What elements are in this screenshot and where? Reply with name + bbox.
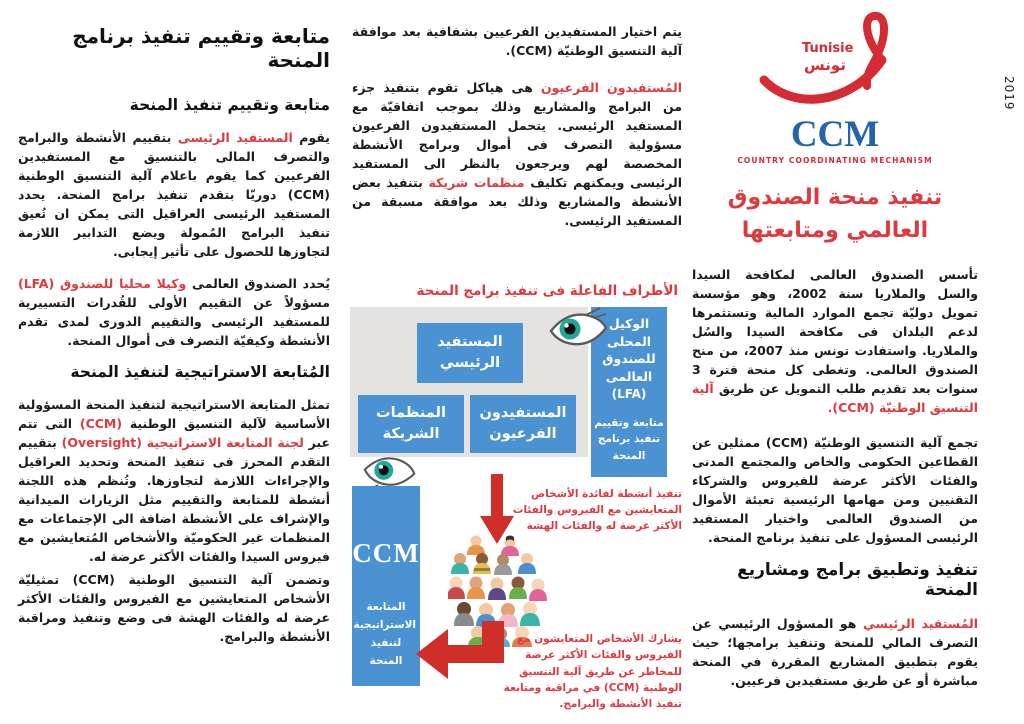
left-paragraph-3 [18,395,330,566]
diagram-title: الأطراف الفاعلة فى تنفيذ برامج المنحة [416,283,678,299]
left-paragraph-4: وتضمن آلية التنسيق الوطنية (CCM) تمثيليّة الأشخاص المتعايشين مع الفيروس والفئات الأكثر عرضة له والفئات الهشة فى وضع وتنفيذ ومراقبة الأنشطة والبرامج. [18,572,330,644]
eye-icon [548,307,608,353]
right-heading-2: تنفيذ وتطبيق برامج ومشاريع المنحة [737,560,978,600]
ccm-label: CCM [352,538,420,568]
right-column [692,10,978,703]
highlight-lfa: وكيلا محليا للصندوق (LFA) [18,276,187,291]
text-run: التى تتم عبر [18,416,330,450]
right-paragraph-2: تجمع آلية التنسيق الوطنيّة (CCM) ممثلين عن القطاعين الحكومى والخاص والمجتمع المدنى والفئات الأكثر عرضة للفيروس والشركاء التقنيين ومن مهامها الرئيسية تعبئة الأموال من الصندوق العالمى واختيار المستفيد الرئيسى المسؤول على تنفيذ برنامج المنحة. [692,435,978,545]
highlight-ccm: (CCM) [79,416,123,431]
highlight-ccm-mechanism: آلية التنسيق الوطنيّة (CCM). [692,381,978,415]
middle-paragraph-2 [352,78,682,230]
text-run: بتنفيذ بعض الأنشطة والمشاريع وذلك بعد موافقة مسبقة من المستفيد الرئيسى. [352,175,682,228]
logo-subtitle: COUNTRY COORDINATING MECHANISM [737,156,933,165]
ccm-logo [692,10,978,165]
activities-caption: تنفيذ أنشطة لفائدة الأشخاص المتعايشين مع الفيروس والفئات الأكثر عرضة له والفئات الهشة [512,488,682,532]
ccm-caption: المتابعة الاستراتيجية لتنفيذ المنحة [353,601,416,667]
logo-ccm-text: CCM [790,114,880,155]
participation-caption: يشارك الأشخاص المتعايشون مع الفيروس والفئات الأكثر عرضة للمخاطر عن طريق آلية التنسيق الوطنية (CCM) في مراقبة ومتابعة تنفيذ الأنشطة والبرامج. [503,633,682,711]
lfa-caption: متابعة وتقييم تنفيذ برنامج المنحة [594,417,664,462]
logo-tunisie-label: Tunisie [802,41,854,56]
right-paragraph-3 [692,614,978,690]
year-label: 2019 [1002,76,1016,111]
ribbon-logo-icon [750,10,920,116]
node-partner-organizations: المنظمات الشريكة [358,395,464,453]
lfa-acronym: (LFA) [611,387,647,401]
node-principal-recipient: المستفيد الرئيسي [417,323,523,383]
logo-tunis-ar-label: تونس [804,56,846,74]
text-run: بتقييم التقدم المحرز فى تنفيذ المنحة وتحديد العراقيل والإجراءات اللازمة لتجاوزها. وتُنظم هذه اللجنة أنشطة للمتابعة والتقييم مثل الزيارات الميدانية والإشراف على الأنشطة اضافة الى الإجتماعات مع المنظمات غير الحكوميّة والأشخاص المُتعايشين مع فيروس السيدا والفئات الأكثر عرضة له. [18,435,330,564]
text-run: بتقييم الأنشطة والبرامج والتصرف المالى بالتنسيق مع المستفيدين الفرعيين كما يقوم باعلام آلية التنسيق الوطنية (CCM) دوريّا بتقدم تنفيذ برامج المنحة. يحدد المستفيد الرئيسى العراقيل التى يمكن ان تُعيق تنفيذ البرامج المُمولة ويضع التدابير اللازمة لتجاوزها للحصول على تأثير إيجابى. [18,130,330,259]
left-heading: متابعة وتقييم تنفيذ برنامج المنحة [72,24,330,72]
text-run: تأسس الصندوق العالمى لمكافحة السيدا والسل والملاريا سنة 2002، وهو مؤسسة تمويل دوليّة تجمع الموارد المالية وتستثمرها لدعم البلدان فى مكافحة السيدا والسُل والملاريا. واستفادت تونس منذ 2007، من منح الصندوق العالمى. وتغطى كل منحة فترة 3 سنوات بعد تقديم طلب التمويل عن طريق [692,267,978,396]
left-paragraph-1 [18,128,330,261]
middle-paragraph-1: يتم اختيار المستفيدين الفرعيين بشفافية بعد موافقة آلية التنسيق الوطنيّة (CCM). [352,24,682,58]
highlight-oversight: لجنة المتابعة الاستراتيجية (Oversight) [61,435,304,450]
text-run: تمثل المتابعة الاستراتيجية لتنفيذ المنحة المسؤولية الأساسية لآلية التنسيق الوطنية [18,397,330,431]
left-paragraph-2 [18,274,330,350]
text-run: يُحدد الصندوق العالمى [186,276,330,291]
left-subheading-2: المُتابعة الاستراتيجية لتنفيذ المنحة [70,363,330,381]
text-run: هى هياكل تقوم بتنفيذ جزء من البرامج والمشاريع وذلك بموجب اتفاقيّة مع المستفيد الرئيسى. يتحمل المستفيدون الفرعيون مسؤولية التصرف فى أموال وبرامج الأنشطة المخصصة لهم ويرجعون بالنظر الى المستفيد الرئيسى ويمكنهم تكليف [352,80,682,190]
main-title: تنفيذ منحة الصندوق العالمي ومتابعتها [727,185,943,243]
right-paragraph-1 [692,265,978,417]
highlight-sub-recipients: المُستفيدون الفرعيون [541,80,682,95]
highlight-partner-orgs: منظمات شريكة [428,175,525,190]
text-run: مسؤولاً عن التقييم الأولى للقُدرات التسييرية للمستفيد الرئيسى والتقييم الدورى لمدى تقدم الأنشطة وكيفيّة التصرف فى أموال المنحة. [18,295,330,348]
left-subheading-1: متابعة وتقييم تنفيذ المنحة [129,96,330,114]
middle-column [352,22,682,243]
node-sub-recipients: المستفيدون الفرعيون [470,395,576,453]
lfa-title: الوكيل المحلى للصندوق العالمى [602,316,656,384]
highlight-principal-recipient: المستفيد الرئيسى [177,130,293,145]
text-run: هو المسؤول الرئيسي عن التصرف المالي للمنحة وتنفيذ برامجها؛ حيث يقوم بتطبيق المشاريع المقررة في المنحة مباشرة أو عن طريق مستفيدين فرعيين. [692,616,978,688]
text-run: يقوم [292,130,330,145]
highlight-principal-recipient: المُستفيد الرئيسي [863,616,978,631]
left-column [18,24,330,659]
actors-diagram [350,283,682,713]
node-ccm-oversight [352,486,420,686]
